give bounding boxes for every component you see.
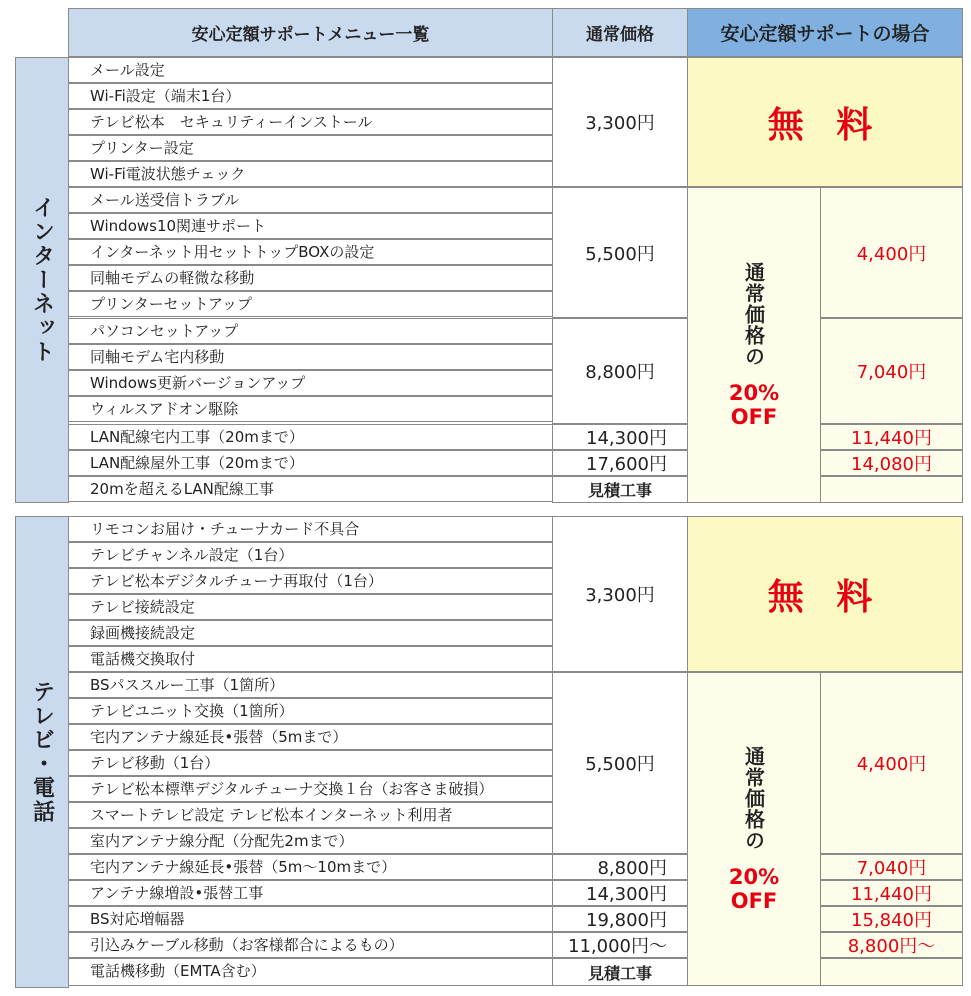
header-menu-label: 安心定額サポートメニュー一覧 xyxy=(191,25,430,45)
list-item: BS対応増幅器 xyxy=(68,906,553,932)
list-item: テレビ松本標準デジタルチューナ交換１台（お客さま破損） xyxy=(68,776,553,802)
list-item: Windows10関連サポート xyxy=(68,213,553,239)
list-item: 引込みケーブル移動（お客様都合によるもの） xyxy=(68,932,553,958)
support-price-cell: 15,840円 xyxy=(820,906,963,932)
list-item: Wi-Fi設定（端末1台） xyxy=(68,83,553,109)
list-item: プリンターセットアップ xyxy=(68,291,553,317)
list-item: LAN配線屋外工事（20mまで） xyxy=(68,450,553,476)
price-cell: 5,500円 xyxy=(552,672,688,854)
header-menu xyxy=(68,8,553,57)
category-internet-label: インターネット xyxy=(29,196,55,364)
discount-text: 通常価格の xyxy=(741,261,766,367)
list-item: インターネット用セットトップBOXの設定 xyxy=(68,239,553,265)
category-internet xyxy=(15,57,69,503)
support-price-cell: 7,040円 xyxy=(820,318,963,424)
price-cell: 19,800円 xyxy=(552,906,688,932)
list-item: 録画機接続設定 xyxy=(68,620,553,646)
list-item: リモコンお届け・チューナカード不具合 xyxy=(68,516,553,542)
list-item: テレビユニット交換（1箇所） xyxy=(68,698,553,724)
support-price-cell xyxy=(820,958,963,986)
price-cell: 14,300円 xyxy=(552,880,688,906)
list-item: テレビ接続設定 xyxy=(68,594,553,620)
list-item: LAN配線宅内工事（20mまで） xyxy=(68,424,553,450)
support-price-cell: 14,080円 xyxy=(820,450,963,476)
price-cell: 11,000円～ xyxy=(552,932,688,958)
list-item: テレビ移動（1台） xyxy=(68,750,553,776)
list-item: BSパススルー工事（1箇所） xyxy=(68,672,553,698)
price-cell: 見積工事 xyxy=(552,476,688,503)
list-item: メール設定 xyxy=(68,57,553,83)
list-item: ウィルスアドオン駆除 xyxy=(68,396,553,422)
discount-cell xyxy=(687,672,821,986)
list-item: 電話機交換取付 xyxy=(68,646,553,672)
list-item: テレビ松本デジタルチューナ再取付（1台） xyxy=(68,568,553,594)
list-item: 宅内アンテナ線延長•張替（5m～10mまで） xyxy=(68,854,553,880)
price-cell: 3,300円 xyxy=(552,57,688,187)
list-item: パソコンセットアップ xyxy=(68,318,553,344)
support-price-cell xyxy=(820,476,963,503)
list-item: 室内アンテナ線分配（分配先2mまで） xyxy=(68,828,553,854)
list-item: 20mを超えるLAN配線工事 xyxy=(68,476,553,502)
free-cell xyxy=(687,516,963,672)
header-normal-price-label: 通常価格 xyxy=(586,25,654,45)
discount-cell xyxy=(687,187,821,503)
list-item: スマートテレビ設定 テレビ松本インターネット利用者 xyxy=(68,802,553,828)
list-item: 宅内アンテナ線延長•張替（5mまで） xyxy=(68,724,553,750)
support-price-cell: 8,800円～ xyxy=(820,932,963,958)
list-item: テレビ松本 セキュリティーインストール xyxy=(68,109,553,135)
support-price-cell: 4,400円 xyxy=(820,187,963,318)
support-price-cell: 7,040円 xyxy=(820,854,963,880)
price-cell: 8,800円 xyxy=(552,854,688,880)
free-cell xyxy=(687,57,963,187)
header-normal-price xyxy=(552,8,688,57)
price-cell: 17,600円 xyxy=(552,450,688,476)
list-item: 同軸モデムの軽微な移動 xyxy=(68,265,553,291)
price-cell: 5,500円 xyxy=(552,187,688,318)
price-cell: 見積工事 xyxy=(552,958,688,986)
support-price-cell: 11,440円 xyxy=(820,424,963,450)
price-cell: 8,800円 xyxy=(552,318,688,424)
list-item: アンテナ線増設•張替工事 xyxy=(68,880,553,906)
list-item: プリンター設定 xyxy=(68,135,553,161)
header-support-case xyxy=(687,8,963,57)
list-item: メール送受信トラブル xyxy=(68,187,553,213)
header-support-case-label: 安心定額サポートの場合 xyxy=(720,23,930,45)
category-tv-phone-label: テレビ・電話 xyxy=(29,680,55,824)
price-cell: 14,300円 xyxy=(552,424,688,450)
discount-percent: 20% OFF xyxy=(728,380,780,429)
support-price-cell: 4,400円 xyxy=(820,672,963,854)
price-cell: 3,300円 xyxy=(552,516,688,672)
free-label: 無 料 xyxy=(767,104,883,146)
category-tv-phone xyxy=(15,516,69,988)
list-item: 電話機移動（EMTA含む） xyxy=(68,958,553,986)
support-price-cell: 11,440円 xyxy=(820,880,963,906)
discount-text: 通常価格の xyxy=(741,745,766,851)
list-item: Windows更新バージョンアップ xyxy=(68,370,553,396)
free-label: 無 料 xyxy=(767,576,883,618)
list-item: Wi-Fi電波状態チェック xyxy=(68,161,553,187)
list-item: 同軸モデム宅内移動 xyxy=(68,344,553,370)
list-item: テレビチャンネル設定（1台） xyxy=(68,542,553,568)
discount-percent: 20% OFF xyxy=(728,864,780,913)
